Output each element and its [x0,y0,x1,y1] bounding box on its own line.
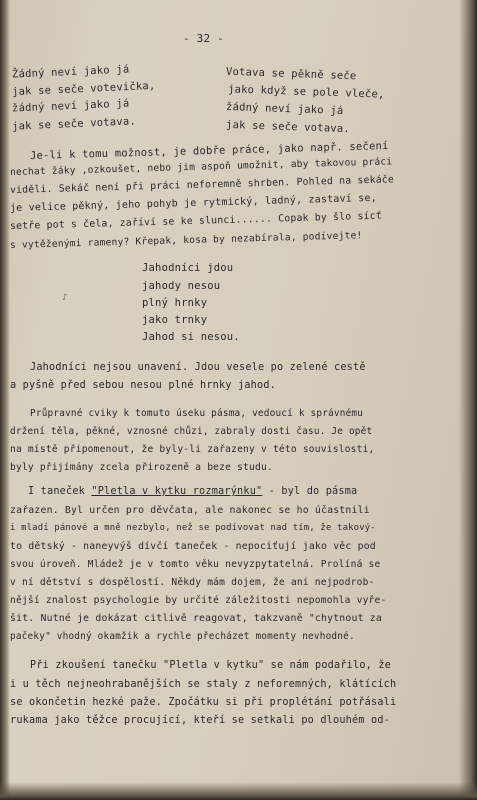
song-line: jahody nesou [142,280,221,292]
verse-right-line: Votava se pěkně seče [225,65,357,83]
paragraph-line: i mladí pánové a mně nezbylo, než se podívovat nad tím, že takový- [10,523,376,533]
verse-right-line: žádný neví jako já [225,100,344,118]
song-line: Jahodníci jdou [142,262,234,274]
song-line: plný hrnky [142,297,208,309]
paragraph-line: pačeky" vhodný okamžik a rychle přecházet momenty nevhodné. [10,631,355,642]
paragraph-line: setře pot s čela, zaříví se ke slunci...... Copak by šlo sícť [9,210,383,232]
verse-left-line: jak se seče votava. [11,115,137,133]
paragraph-line: nější znalost psychologie by určité záležitosti nepomohla vyře- [10,595,387,606]
paragraph-line: zařazen. Byl určen pro děvčata, ale nakonec se ho účastnili [10,505,370,516]
paragraph-line: Při zkoušení tanečku "Pletla v kytku" se nám podařilo, že [30,660,392,671]
verse-right-line: jako když se pole vleče, [227,83,385,101]
page-edge-right [459,0,477,800]
paragraph-line: viděli. Sekáč není při práci neforemně shrben. Pohled na sekáče [9,174,395,196]
paragraph-line: Jahodníci nejsou unavení. Jdou vesele po zelené cestě [30,362,366,373]
paragraph-line: na místě připomenout, že byly-li zařazeny v této souvislosti, [10,444,375,455]
paragraph-text: I taneček [28,486,86,497]
paragraph-line: to dětský - naneyvýš dívčí taneček - nepociťují jako věc pod [10,541,376,552]
paragraph-line: s vytěženými rameny? Křepak, kosa by nezabírala, podívejte! [9,230,363,251]
paragraph-line: nechat žáky ,ozkoušet, nebo jim aspoň umožnit, aby takovou práci [9,156,393,178]
paragraph-line: svou úroveň. Mládež je v tomto věku nevyzpytatelná. Prolíná se [10,559,381,570]
page-edge-bottom [0,782,477,800]
paragraph-line: je velice pěkný, jeho pohyb je rytmický, ladný, zastaví se, [9,192,378,214]
verse-left-line: jak se seče votevička, [11,79,156,99]
verse-right-line: jak se seče votava. [225,118,351,136]
paragraph-text: - byl do pásma [268,486,358,497]
paragraph-line: byly přijímány zcela přirozeně a beze studu. [10,462,273,473]
paragraph-line: rukama jako těžce procující, kteří se setkali po dlouhém od- [10,715,391,726]
paragraph-line: se okončetin hezké paže. Zpočátku si při proplétání potřásali [10,697,397,708]
paragraph-line: Průpravné cviky k tomuto úseku pásma, vedoucí k správnému [30,408,364,419]
dance-title: "Pletla v kytku rozmarýnku" [91,486,263,497]
paragraph-line: i u těch nejneohrabanějších se staly z neforemných, klátících [10,679,397,690]
verse-left-line: Žádný neví jako já [11,63,130,81]
binding-shadow [0,0,10,800]
song-line: jako trnky [142,314,208,326]
paragraph-line: Je-li k tomu možnost, je dobře práce, jako např. sečení [29,139,389,162]
paragraph-line: a pyšně před sebou nesou plné hrnky jahod. [10,380,277,391]
paragraph-line: šit. Nutné je dokázat citlivě reagovat, takzvaně "chytnout za [10,613,382,624]
song-line: Jahod si nesou. [142,331,240,343]
paragraph-line [28,486,357,497]
paragraph-line: držení těla, pěkné, vznosné chůzi, zabraly dosti času. Je opět [10,426,373,437]
page-number: - 32 - [183,32,224,45]
song-margin-mark: ♪ [62,293,68,303]
verse-left-line: žádný neví jako já [11,97,130,115]
paragraph-line: v ní dětství s dospělostí. Někdy mám dojem, že ani nejpodrob- [10,577,375,588]
